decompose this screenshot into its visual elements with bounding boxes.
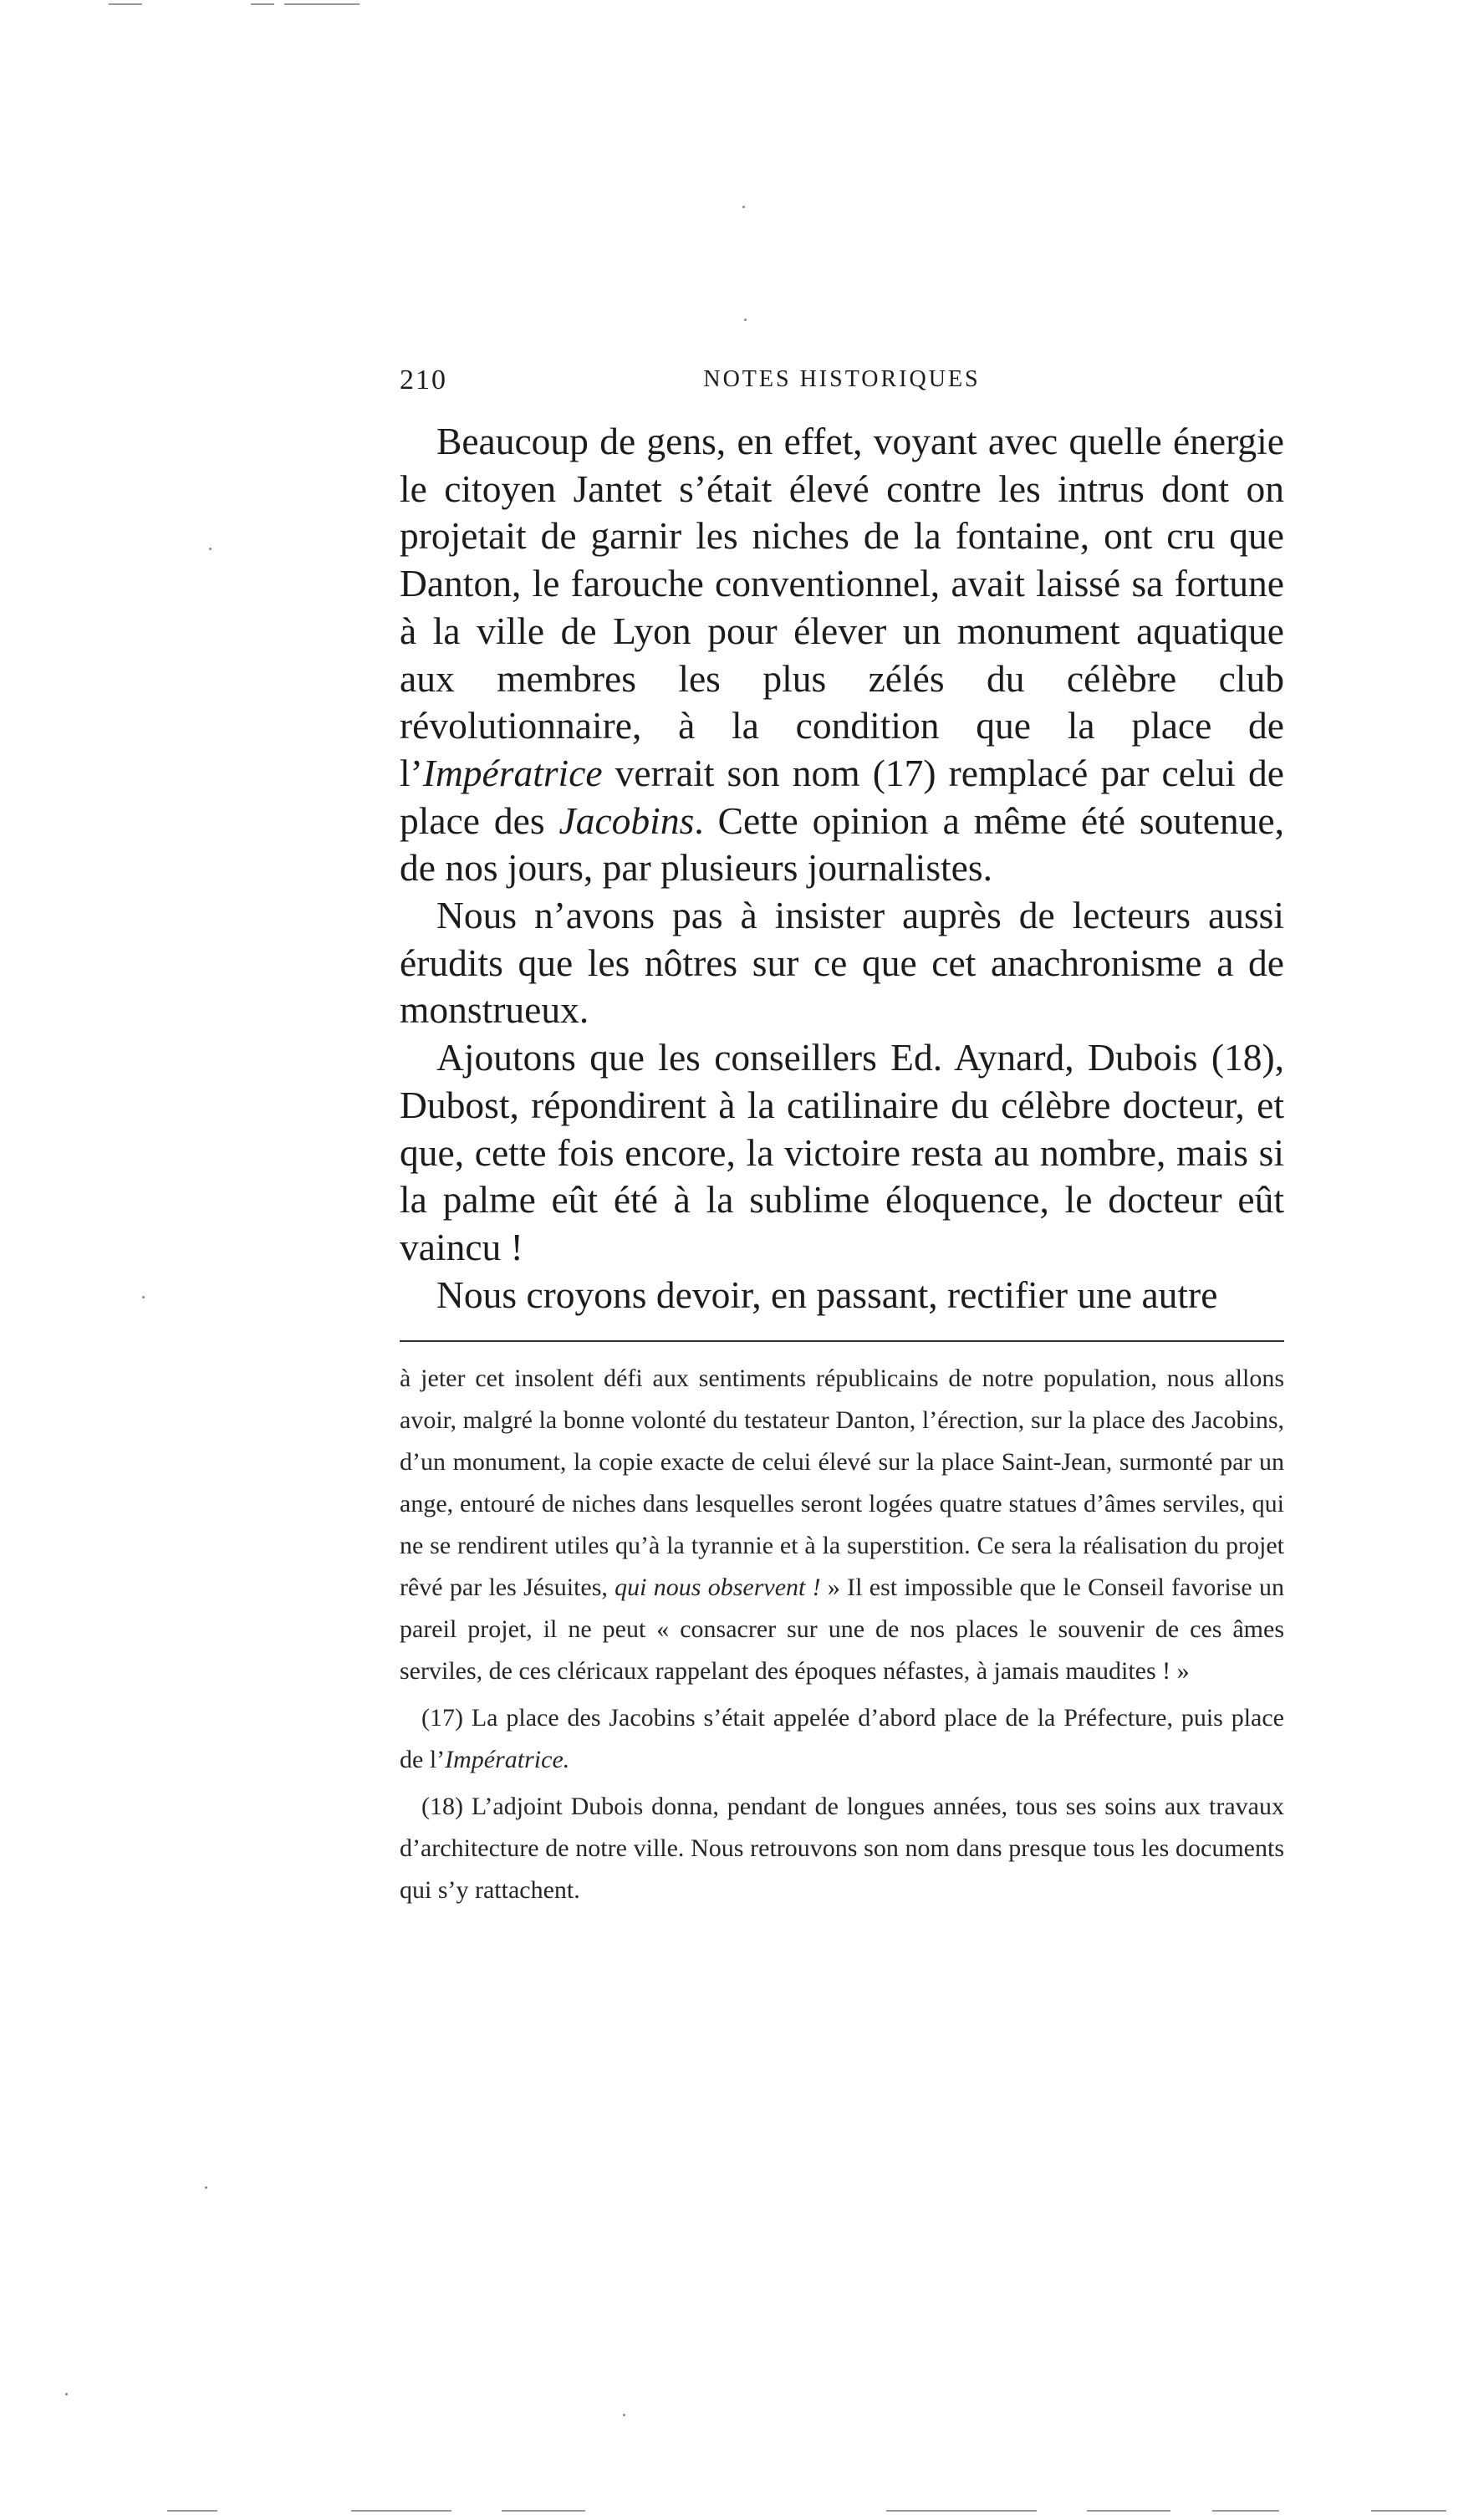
footnote-continuation: à jeter cet insolent défi aux sentiments républicains de notre population, nous allons avoir, malgré la bonne volonté du testateur Danton, l’érection, sur la place des Jacobins, d’un monument, la copie exacte de celui élevé sur la place Saint-Jean, surmonté par un ange, entouré de niches dans lesquelles seront logées quatre statues d’âmes serviles, qui ne se rendirent utiles qu’à la tyrannie et à la superstition. Ce sera la réalisation du projet rêvé par les Jésuites, qui nous observent ! » Il est impossible que le Conseil favorise un pareil projet, il ne peut « consacrer sur une de nos places le souvenir de ces âmes serviles, de ces cléricaux rappelant des époques néfastes, à jamais maudites ! » (400, 1365, 1284, 1685)
running-title: NOTES HISTORIQUES (703, 366, 981, 392)
scan-edge-mark (886, 2510, 1037, 2512)
page-number: 210 (400, 365, 447, 395)
footnotes (400, 1358, 1284, 1911)
scan-edge-mark (284, 3, 360, 5)
scan-edge-mark (1371, 2510, 1446, 2512)
paragraph: Beaucoup de gens, en effet, voyant avec quelle énergie le citoyen Jantet s’était élevé contre les intrus dont on projetait de garnir les niches de la fontaine, ont cru que Danton, le farouche conventionnel, avait laissé sa fortune à la ville de Lyon pour élever un monument aquatique aux membres les plus zélés du célèbre club révolutionnaire, à la condition que la place de l’Impératrice verrait son nom (17) remplacé par celui de place des Jacobins. Cette opinion a même été soutenue, de nos jours, par plusieurs journalistes. (400, 420, 1284, 890)
page-header (400, 365, 1284, 406)
scan-edge-mark (109, 3, 142, 5)
scan-speck (623, 2414, 625, 2416)
scan-edge-mark (251, 3, 274, 5)
scan-edge-mark (1212, 2510, 1279, 2512)
scan-edge-mark (1087, 2510, 1170, 2512)
scan-speck (742, 206, 745, 208)
body-text (400, 418, 1284, 1319)
scan-edge-mark (502, 2510, 585, 2512)
scan-speck (65, 2393, 68, 2395)
paragraph: Nous croyons devoir, en passant, rectifier une autre (436, 1273, 1218, 1316)
scan-edge-mark (351, 2510, 451, 2512)
scan-speck (205, 2186, 207, 2189)
scan-speck (209, 548, 212, 550)
scan-edge-mark (167, 2510, 217, 2512)
paragraph: Ajoutons que les conseillers Ed. Aynard, Dubois (18), Dubost, répondirent à la catilinaire du célèbre docteur, et que, cette fois encore, la victoire resta au nombre, mais si la palme eût été à la sublime éloquence, le docteur eût vaincu ! (400, 1036, 1284, 1268)
scan-speck (142, 1296, 145, 1298)
footnote-rule (400, 1340, 1284, 1342)
paragraph: Nous n’avons pas à insister auprès de lecteurs aussi érudits que les nôtres sur ce que cet anachronisme a de monstrueux. (400, 894, 1284, 1032)
scan-speck (744, 319, 747, 321)
footnote-17: (17) La place des Jacobins s’était appelée d’abord place de la Préfecture, puis place de l’Impératrice. (400, 1704, 1284, 1773)
footnote-18: (18) L’adjoint Dubois donna, pendant de longues années, tous ses soins aux travaux d’architecture de notre ville. Nous retrouvons son nom dans presque tous les documents qui s’y rattachent. (400, 1793, 1284, 1904)
